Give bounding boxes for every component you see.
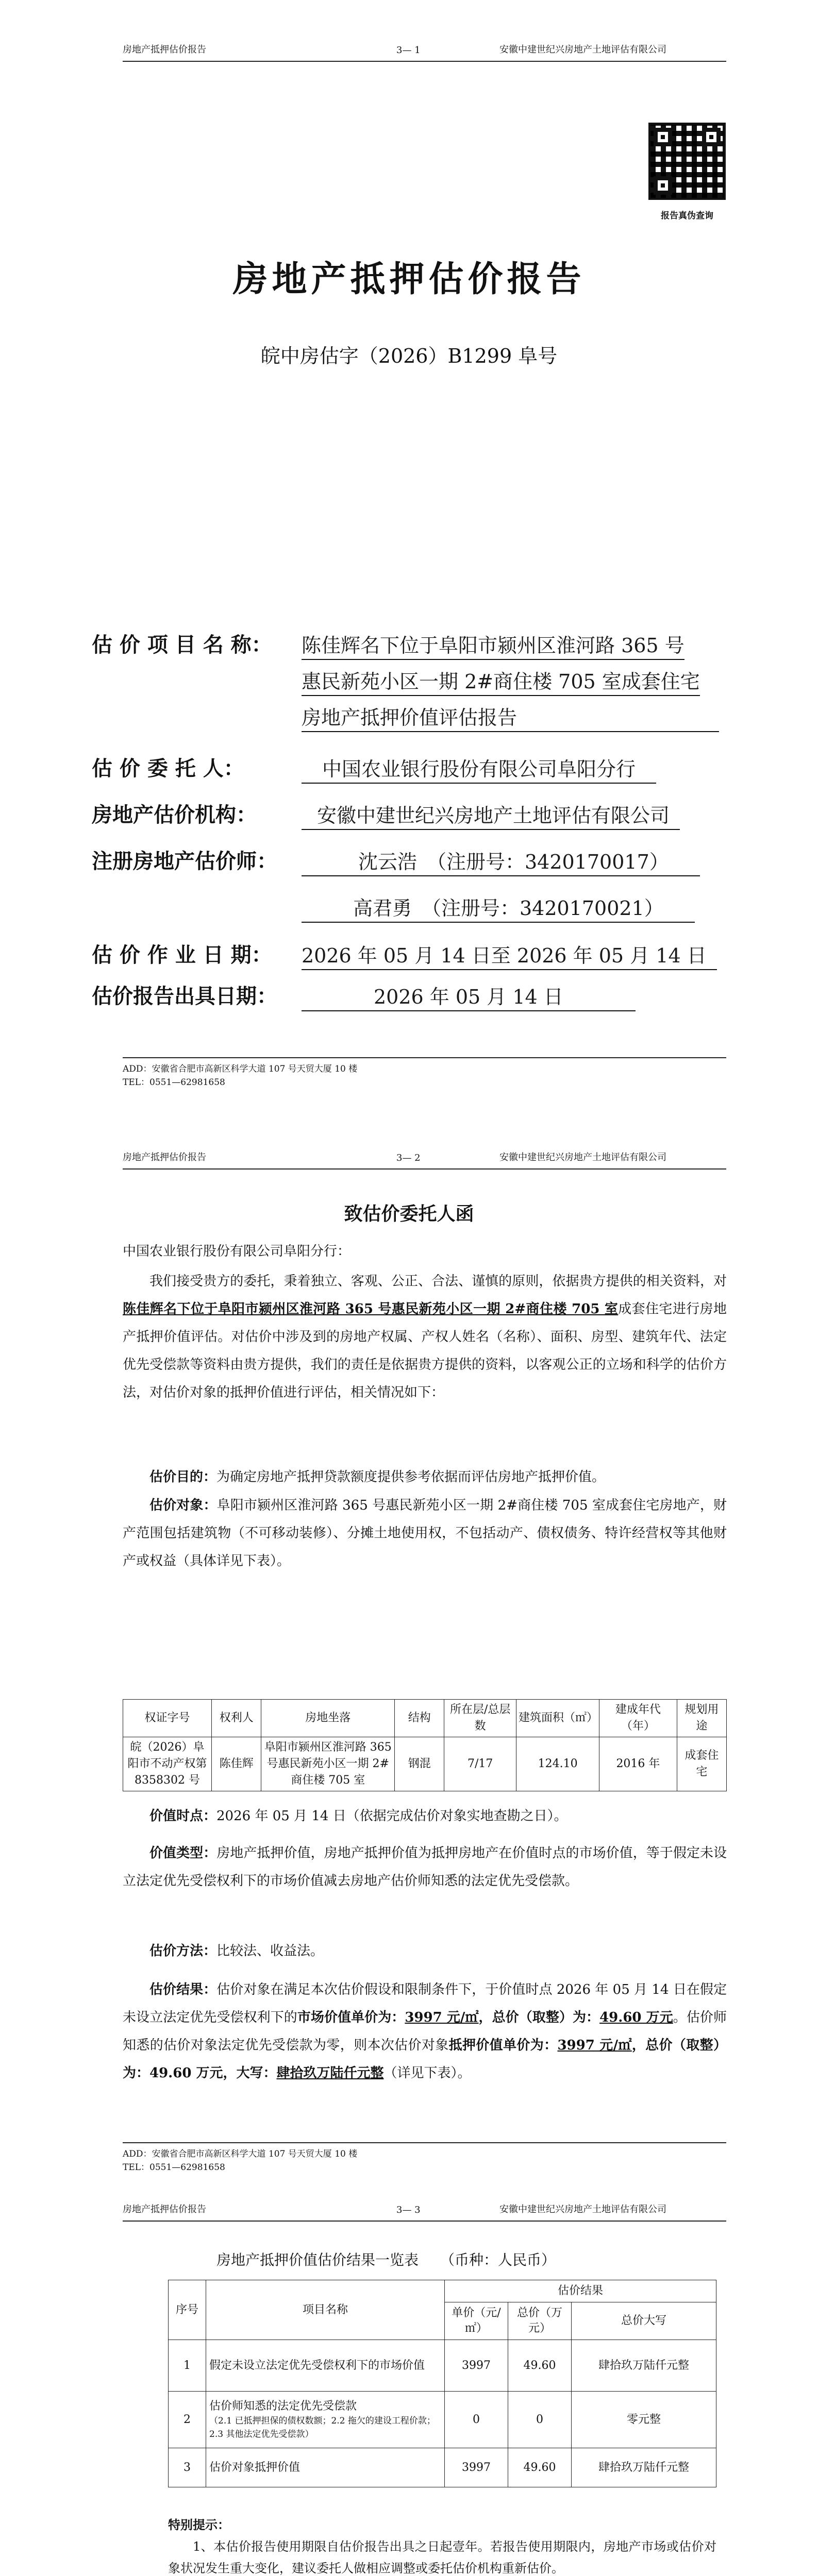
item-text: 估价师知悉的法定优先受偿款 xyxy=(209,2399,357,2413)
work-date-value: 2026 年 05 月 14 日至 2026 年 05 月 14 日 xyxy=(302,940,717,970)
qr-caption: 报告真伪查询 xyxy=(661,211,713,221)
td-floor: 7/17 xyxy=(444,1737,516,1791)
th-total: 总价（万元） xyxy=(508,2302,572,2340)
td-item: 假定未设立法定优先受偿权利下的市场价值 xyxy=(206,2340,445,2392)
th-unit: 单价（元/㎡） xyxy=(445,2302,508,2340)
footer-address: ADD：安徽省合肥市高新区科学大道 107 号天贸大厦 10 楼 xyxy=(123,2149,358,2159)
method-label: 估价方法： xyxy=(149,1943,217,1959)
result-text-k: （详见下表）。 xyxy=(383,2065,471,2081)
letter-value-date xyxy=(123,1802,727,1830)
appraiser-1: 沈云浩 （注册号：3420170017） xyxy=(302,846,700,876)
value-type-label: 价值类型： xyxy=(149,1845,217,1861)
work-date-label: 估 价 作 业 日 期： xyxy=(92,943,272,967)
qr-code-icon[interactable] xyxy=(648,123,726,200)
table-header-row xyxy=(123,1700,727,1737)
summary-caption: 房地产抵押价值估价结果一览表 （币种：人民币） xyxy=(216,2251,556,2268)
summary-table xyxy=(168,2280,716,2487)
letter-object xyxy=(123,1492,727,1575)
note-1: 1、本估价报告使用期限自估价报告出具之日起壹年。若报告使用期限内，房地产市场或估价对象状况发生重大变化，建议委托人做相应调整或委托估价机构重新估价。 xyxy=(168,2539,716,2575)
issue-date-label: 估价报告出具日期： xyxy=(92,984,277,1008)
agency-label: 房地产估价机构： xyxy=(92,803,257,827)
appraiser-label: 注册房地产估价师： xyxy=(92,849,277,873)
th-area: 建筑面积（㎡） xyxy=(516,1700,599,1737)
td-year: 2016 年 xyxy=(599,1737,677,1791)
th-floor: 所在层/总层数 xyxy=(444,1700,516,1737)
mortgage-total-text: ，总价（取整）为：49.60 万元，大写： xyxy=(123,2038,727,2081)
report-number: 皖中房估字（2026）B1299 阜号 xyxy=(260,345,558,367)
result-text-a: 估价对象在满足本次估价假设和限制条件下，于价值时点 2026 年 05 月 14 日在假定未设立法定优先受偿权利下的 xyxy=(123,1982,727,2025)
td-caps: 肆拾玖万陆仟元整 xyxy=(572,2448,716,2487)
notes-title: 特别提示： xyxy=(168,2517,230,2532)
td-location: 阜阳市颍州区淮河路 365 号惠民新苑小区一期 2#商住楼 705 室 xyxy=(261,1737,395,1791)
td-item xyxy=(206,2392,445,2448)
letter-title: 致估价委托人函 xyxy=(344,1203,474,1225)
object-label: 估价对象： xyxy=(149,1498,217,1513)
header-title: 房地产抵押估价报告 xyxy=(123,1152,206,1163)
client-label: 估 价 委 托 人： xyxy=(92,756,244,781)
page-footer xyxy=(123,1057,726,1089)
td-no: 3 xyxy=(169,2448,206,2487)
th-no: 序号 xyxy=(169,2280,206,2340)
agency-value: 安徽中建世纪兴房地产土地评估有限公司 xyxy=(302,800,680,830)
header-company: 安徽中建世纪兴房地产土地评估有限公司 xyxy=(499,2204,666,2215)
th-use: 规划用途 xyxy=(677,1700,726,1737)
table-row xyxy=(169,2340,716,2392)
letter-method xyxy=(123,1937,727,1965)
client-value: 中国农业银行股份有限公司阜阳分行 xyxy=(302,753,656,784)
project-name-line-2: 惠民新苑小区一期 2#商住楼 705 室成套住宅 xyxy=(302,666,700,696)
table-row xyxy=(169,2392,716,2448)
header-page: 3— 1 xyxy=(396,45,421,56)
object-text: 阜阳市颍州区淮河路 365 号惠民新苑小区一期 2#商住楼 705 室成套住宅房地产，财产范围包括建筑物（不可移动装修）、分摊土地使用权，不包括动产、债权债务、特许经营权等其他财产或权益（具体详见下表）。 xyxy=(123,1498,727,1569)
td-area: 124.10 xyxy=(516,1737,599,1791)
intro-text-a: 我们接受贵方的委托，秉着独立、客观、公正、合法、谨慎的原则，依据贵方提供的相关资料，对 xyxy=(149,1274,727,1289)
table-header-row xyxy=(169,2280,716,2302)
project-name-line-1: 陈佳辉名下位于阜阳市颍州区淮河路 365 号 xyxy=(302,630,685,660)
td-use: 成套住宅 xyxy=(677,1737,726,1791)
td-structure: 钢混 xyxy=(395,1737,444,1791)
intro-text-c: 成套住宅进行房地产抵押价值评估。对估价中涉及到的房地产权属、产权人姓名（名称）、面积、房型、建筑年代、法定优先受偿款等资料由贵方提供，我们的责任是依据贵方提供的资料，以客观公正的立场和科学的估价方法，对估价对象的抵押价值进行评估，相关情况如下： xyxy=(123,1301,727,1400)
mortgage-total-caps: 肆拾玖万陆仟元整 xyxy=(276,2065,384,2081)
td-item: 估价对象抵押价值 xyxy=(206,2448,445,2487)
value-date-text: 2026 年 05 月 14 日（依据完成估价对象实地查勘之日）。 xyxy=(216,1808,567,1824)
market-unit-label: 市场价值单价为： xyxy=(297,2010,405,2025)
td-no: 2 xyxy=(169,2392,206,2448)
project-name-line-3: 房地产抵押价值评估报告 xyxy=(302,702,719,732)
td-caps: 零元整 xyxy=(572,2392,716,2448)
method-text: 比较法、收益法。 xyxy=(216,1943,324,1959)
page-footer xyxy=(123,2142,726,2174)
market-total-label: ，总价（取整）为： xyxy=(478,2010,600,2025)
td-owner: 陈佳辉 xyxy=(212,1737,261,1791)
td-total: 49.60 xyxy=(508,2340,572,2392)
item-note: （2.1 已抵押担保的债权数额；2.2 拖欠的建设工程价款；2.3 其他法定优先受偿款） xyxy=(209,2415,436,2439)
td-total: 0 xyxy=(508,2392,572,2448)
table-row xyxy=(169,2448,716,2487)
td-cert: 皖（2026）阜阳市不动产权第 8358302 号 xyxy=(123,1737,212,1791)
issue-date-value: 2026 年 05 月 14 日 xyxy=(302,981,636,1011)
footer-tel: TEL：0551—62981658 xyxy=(123,2162,225,2173)
th-item: 项目名称 xyxy=(206,2280,445,2340)
th-year: 建成年代（年） xyxy=(599,1700,677,1737)
letter-purpose xyxy=(123,1463,727,1491)
header-page: 3— 3 xyxy=(396,2205,421,2215)
page-header xyxy=(123,2191,726,2222)
mortgage-unit-price: 3997 元/㎡ xyxy=(557,2038,632,2053)
letter-intro xyxy=(123,1267,727,1406)
value-date-label: 价值时点： xyxy=(149,1808,217,1824)
footer-address: ADD：安徽省合肥市高新区科学大道 107 号天贸大厦 10 楼 xyxy=(123,1064,358,1074)
report-title: 房地产抵押估价报告 xyxy=(232,259,586,300)
th-result: 估价结果 xyxy=(445,2280,716,2302)
page-cover xyxy=(0,0,818,1108)
special-notes xyxy=(168,2514,716,2576)
header-title: 房地产抵押估价报告 xyxy=(123,2204,206,2215)
header-company: 安徽中建世纪兴房地产土地评估有限公司 xyxy=(499,1152,666,1163)
table-row xyxy=(123,1737,727,1791)
th-structure: 结构 xyxy=(395,1700,444,1737)
header-title: 房地产抵押估价报告 xyxy=(123,44,206,55)
page-header xyxy=(123,31,726,62)
header-company: 安徽中建世纪兴房地产土地评估有限公司 xyxy=(499,44,666,55)
td-caps: 肆拾玖万陆仟元整 xyxy=(572,2340,716,2392)
result-text-f: 。估价师知悉的估价对象法定优先受偿款为零，则本次估价对象 xyxy=(123,2010,727,2053)
mortgage-unit-label: 抵押价值单价为： xyxy=(448,2038,558,2053)
property-table xyxy=(123,1699,727,1791)
td-unit: 3997 xyxy=(445,2448,508,2487)
letter-value-type xyxy=(123,1839,727,1895)
purpose-label: 估价目的： xyxy=(149,1469,217,1485)
market-unit-price: 3997 元/㎡ xyxy=(405,2010,479,2025)
intro-subject: 陈佳辉名下位于阜阳市颍州区淮河路 365 号惠民新苑小区一期 2#商住楼 705 室 xyxy=(123,1301,619,1317)
th-caps: 总价大写 xyxy=(572,2302,716,2340)
th-location: 房地坐落 xyxy=(261,1700,395,1737)
letter-addressee: 中国农业银行股份有限公司阜阳分行： xyxy=(123,1244,351,1259)
td-total: 49.60 xyxy=(508,2448,572,2487)
td-unit: 3997 xyxy=(445,2340,508,2392)
project-name-label: 估 价 项 目 名 称： xyxy=(92,633,272,657)
page-header xyxy=(123,1139,726,1170)
td-unit: 0 xyxy=(445,2392,508,2448)
header-page: 3— 2 xyxy=(396,1153,421,1163)
footer-tel: TEL：0551—62981658 xyxy=(123,1077,225,1088)
purpose-text: 为确定房地产抵押贷款额度提供参考依据而评估房地产抵押价值。 xyxy=(216,1469,606,1485)
th-cert: 权证字号 xyxy=(123,1700,212,1737)
market-total-price: 49.60 万元 xyxy=(599,2010,673,2025)
letter-result xyxy=(123,1976,727,2087)
td-no: 1 xyxy=(169,2340,206,2392)
th-owner: 权利人 xyxy=(212,1700,261,1737)
result-label: 估价结果： xyxy=(149,1982,217,1997)
value-type-text: 房地产抵押价值，房地产抵押价值为抵押房地产在价值时点的市场价值，等于假定未设立法定优先受偿权利下的市场价值减去房地产估价师知悉的法定优先受偿款。 xyxy=(123,1845,727,1889)
appraiser-2: 高君勇 （注册号：3420170021） xyxy=(302,892,695,923)
